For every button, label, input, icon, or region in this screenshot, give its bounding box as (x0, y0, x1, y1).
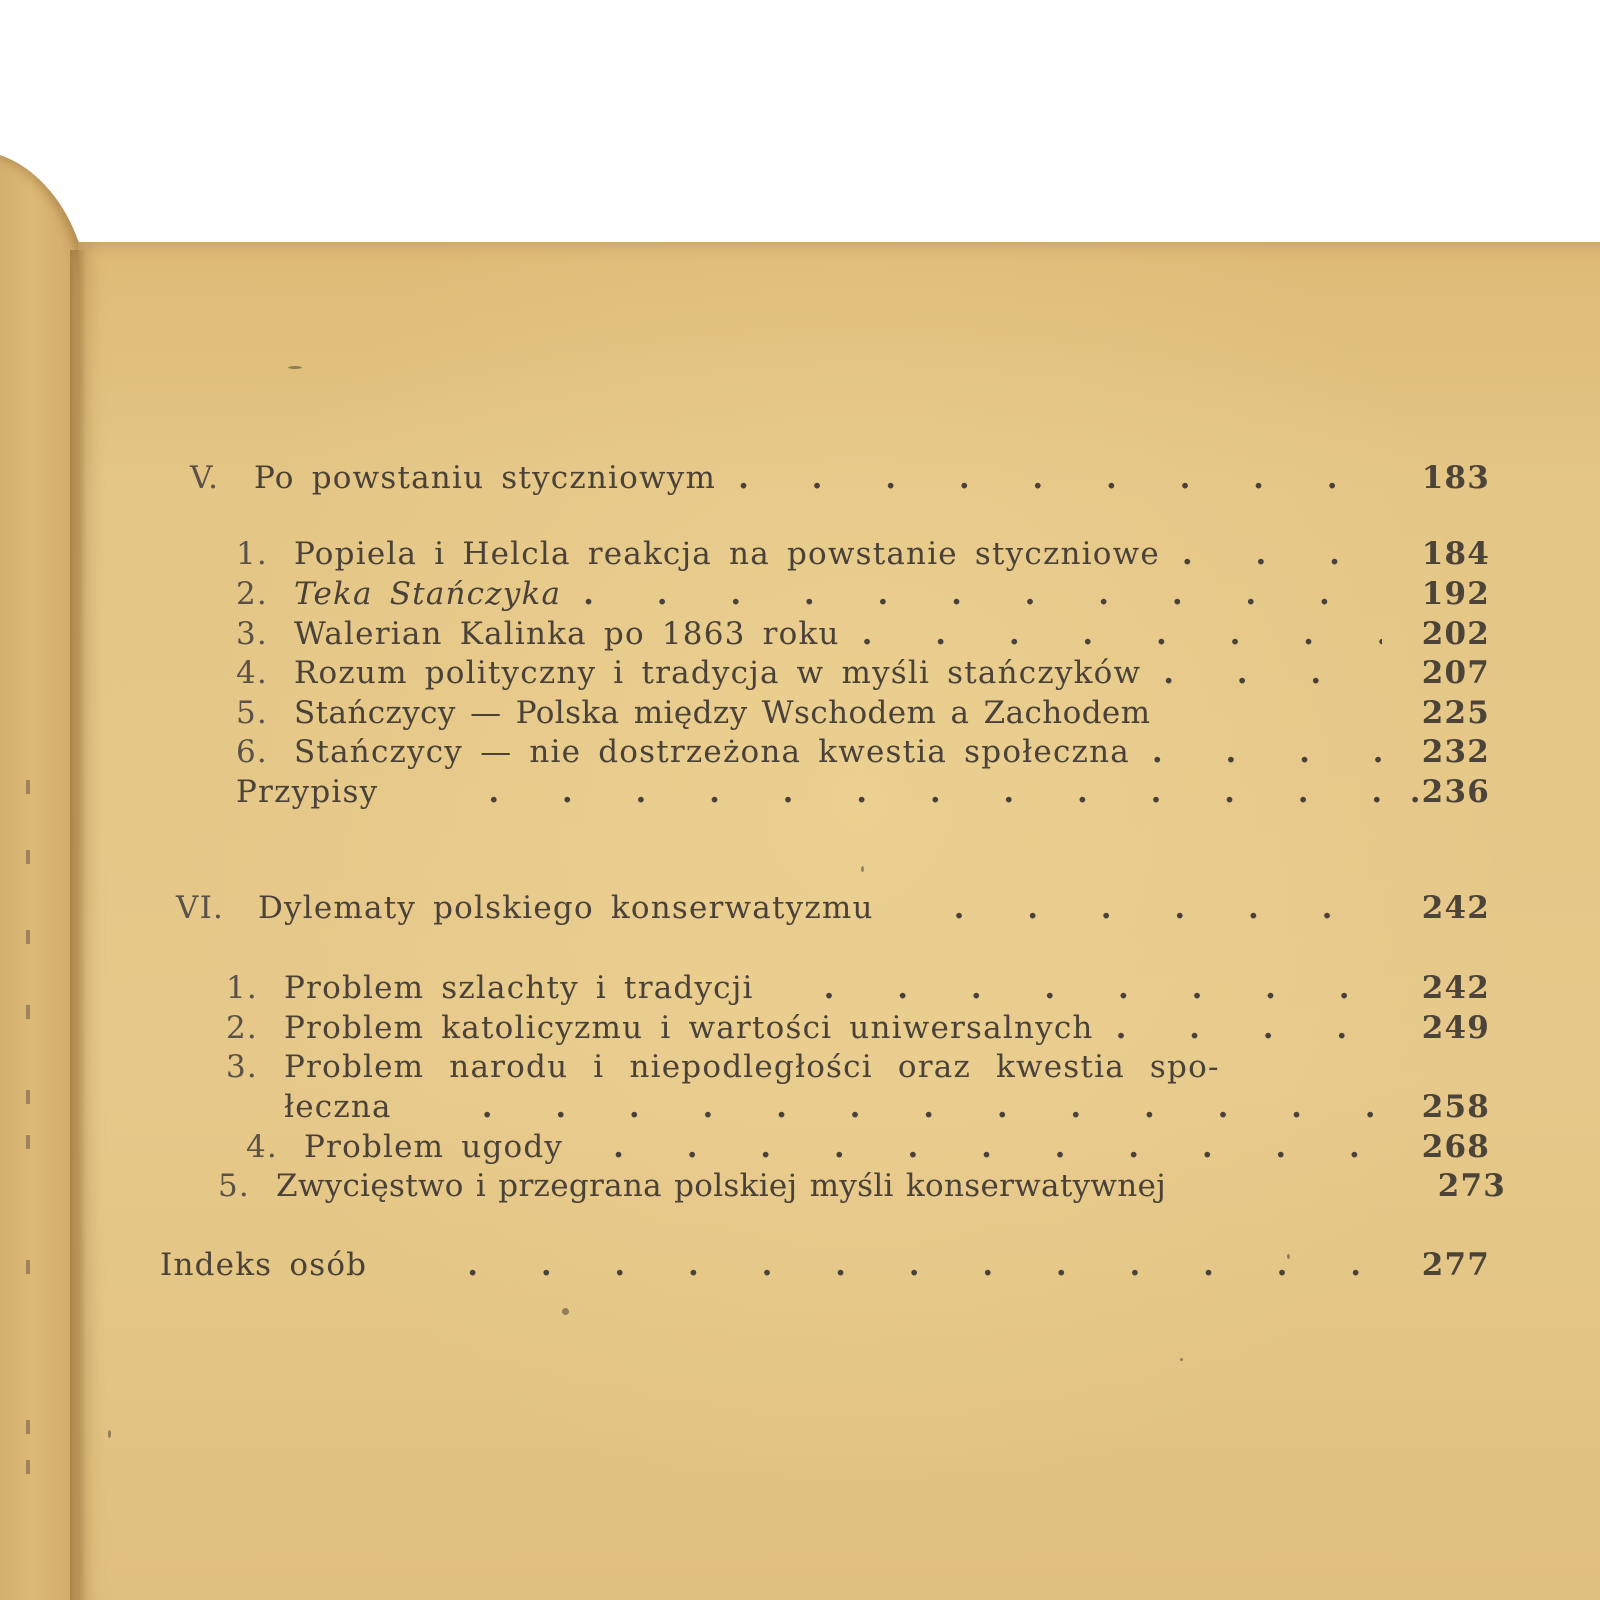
dot-leader (738, 460, 1382, 496)
toc-item (236, 536, 1490, 576)
dot-leader (1152, 734, 1382, 770)
page-number: .236 (1409, 774, 1490, 810)
dot-leader (824, 970, 1382, 1006)
item-number: 4. (246, 1129, 278, 1165)
toc-notes (236, 774, 1490, 814)
toc-item (226, 1049, 1490, 1089)
item-title: Problem ugody (304, 1129, 564, 1165)
dot-leader (488, 774, 1382, 810)
paper-speck (108, 1430, 111, 1438)
paper-speck (288, 366, 302, 369)
page-number: 249 (1421, 1010, 1490, 1046)
dot-leader (467, 1247, 1382, 1283)
toc-section-heading (190, 460, 1490, 500)
item-number: 3. (226, 1049, 258, 1085)
toc-item (218, 1168, 1506, 1208)
dot-leader (1163, 655, 1382, 691)
toc-item (236, 616, 1490, 656)
page-number: 268 (1421, 1129, 1490, 1165)
item-number: 6. (236, 734, 268, 770)
item-title: Walerian Kalinka po 1863 roku (294, 616, 840, 652)
item-title: Stańczycy — Polska między Wschodem a Zachodem (294, 695, 1151, 731)
paper-speck (861, 866, 864, 872)
page-number: 242 (1421, 970, 1490, 1006)
item-title: Stańczycy — nie dostrzeżona kwestia społeczna (294, 734, 1130, 770)
page-number: 192 (1421, 576, 1490, 612)
item-number: 2. (236, 576, 268, 612)
toc-item-continuation (284, 1089, 1490, 1129)
paper-speck (1287, 1254, 1290, 1259)
item-number: 5. (218, 1168, 250, 1204)
toc-item (226, 1010, 1490, 1050)
page-number: 207 (1421, 655, 1490, 691)
item-title: Problem katolicyzmu i wartości uniwersalnych (284, 1010, 1094, 1046)
item-number: 3. (236, 616, 268, 652)
toc-item (236, 734, 1490, 774)
dot-leader (954, 890, 1382, 926)
page-number: 258 (1421, 1089, 1490, 1125)
item-title: Problem narodu i niepodległości oraz kwestia spo- (284, 1049, 1220, 1085)
item-title: Rozum polityczny i tradycja w myśli stańczyków (294, 655, 1142, 691)
section-title: Dylematy polskiego konserwatyzmu (258, 890, 874, 926)
item-title: Problem szlachty i tradycji (284, 970, 754, 1006)
page-number: 232 (1421, 734, 1490, 770)
dot-leader (862, 616, 1382, 652)
page-number: 273 (1437, 1168, 1506, 1204)
item-number: 1. (236, 536, 268, 572)
item-number: 4. (236, 655, 268, 691)
page-number: 183 (1421, 460, 1490, 496)
dot-leader (1182, 536, 1382, 572)
section-number: V. (190, 460, 220, 496)
page-number: 277 (1421, 1247, 1490, 1283)
item-number: 2. (226, 1010, 258, 1046)
dot-leader (613, 1129, 1382, 1165)
toc-item (236, 655, 1490, 695)
page-number: 225 (1421, 695, 1490, 731)
toc-item (246, 1129, 1490, 1169)
section-title: Po powstaniu styczniowym (254, 460, 717, 496)
item-title: Popiela i Helcla reakcja na powstanie styczniowe (294, 536, 1160, 572)
item-title-continuation: łeczna (284, 1089, 392, 1125)
item-number: 1. (226, 970, 258, 1006)
toc-item (226, 970, 1490, 1010)
section-number: VI. (176, 890, 225, 926)
toc-item (236, 695, 1490, 735)
toc-item (236, 576, 1490, 616)
page-number: 202 (1421, 616, 1490, 652)
paper-speck (1180, 1358, 1183, 1361)
toc-index (160, 1247, 1490, 1287)
dot-leader (1116, 1010, 1382, 1046)
page-number: 184 (1421, 536, 1490, 572)
index-title: Indeks osób (160, 1247, 368, 1283)
page-number: 242 (1421, 890, 1490, 926)
dot-leader (482, 1089, 1382, 1125)
item-number: 5. (236, 695, 268, 731)
paper-speck (562, 1308, 569, 1315)
toc-section-heading (176, 890, 1490, 930)
dot-leader (583, 576, 1382, 612)
item-title: Teka Stańczyka (294, 576, 562, 612)
notes-title: Przypisy (236, 774, 379, 810)
item-title: Zwycięstwo i przegrana polskiej myśli konserwatywnej (276, 1168, 1167, 1204)
